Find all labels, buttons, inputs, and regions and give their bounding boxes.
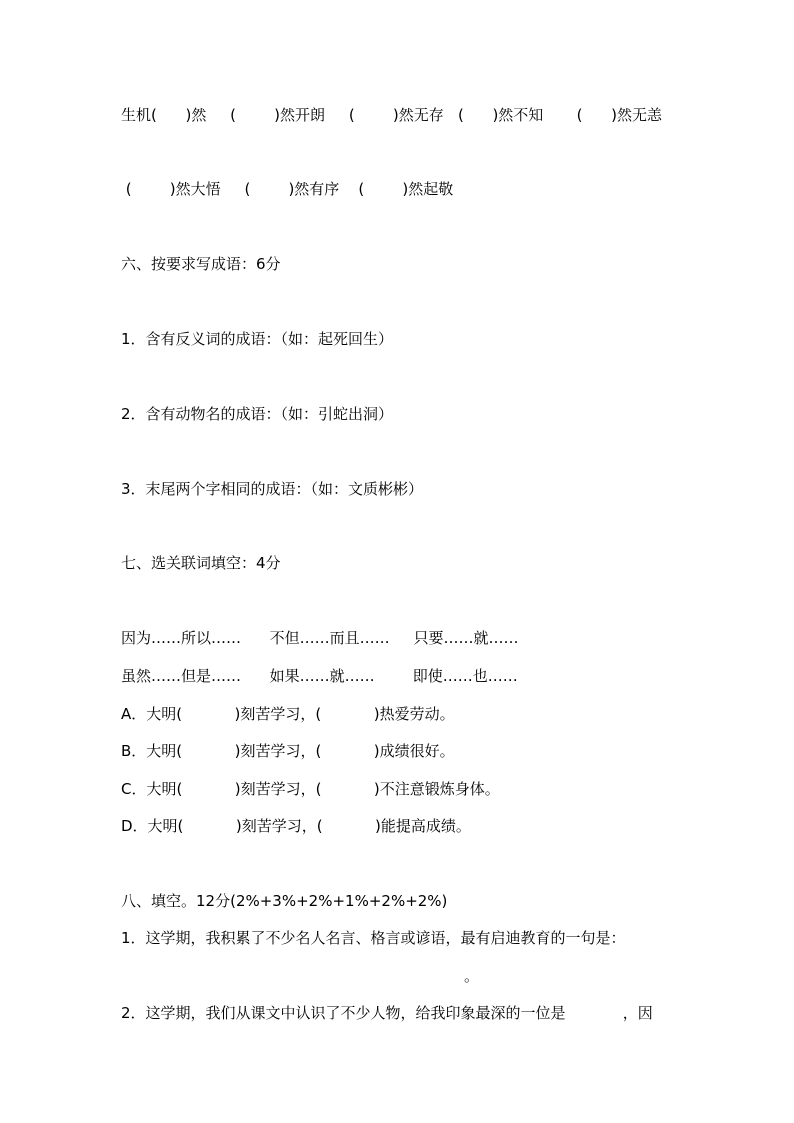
text-line-4: 1．含有反义词的成语：（如：起死回生）	[121, 330, 394, 348]
text-line-15: 1．这学期，我积累了不少名人名言、格言或谚语，最有启迪教育的一句是：	[121, 929, 626, 947]
text-line-8: 因为……所以…… 不但……而且…… 只要……就……	[121, 629, 519, 647]
text-line-9: 虽然……但是…… 如果……就…… 即使……也……	[121, 667, 518, 685]
text-line-13: D．大明( )刻苦学习，( )能提高成绩。	[121, 817, 471, 835]
text-line-12: C．大明( )刻苦学习，( )不注意锻炼身体。	[121, 780, 500, 798]
text-line-11: B．大明( )刻苦学习，( )成绩很好。	[121, 742, 455, 760]
text-line-16: 。	[464, 967, 480, 985]
text-line-5: 2．含有动物名的成语：（如：引蛇出洞）	[121, 405, 394, 423]
section-7-heading: 七、选关联词填空：4分	[121, 554, 281, 572]
text-line-2: ( )然大悟 ( )然有序 ( )然起敬	[121, 180, 454, 198]
section-8-heading: 八、填空。12分(2%+3%+2%+1%+2%+2%)	[121, 892, 448, 910]
text-line-6: 3．末尾两个字相同的成语：（如：文质彬彬）	[121, 480, 424, 498]
text-line-17: 2．这学期，我们从课文中认识了不少人物，给我印象最深的一位是 ，因	[121, 1004, 653, 1022]
text-line-10: A．大明( )刻苦学习，( )热爱劳动。	[121, 705, 455, 723]
text-line-1: 生机( )然 ( )然开朗 ( )然无存 ( )然不知 ( )然无恙	[121, 106, 662, 124]
section-6-heading: 六、按要求写成语：6分	[121, 255, 281, 273]
